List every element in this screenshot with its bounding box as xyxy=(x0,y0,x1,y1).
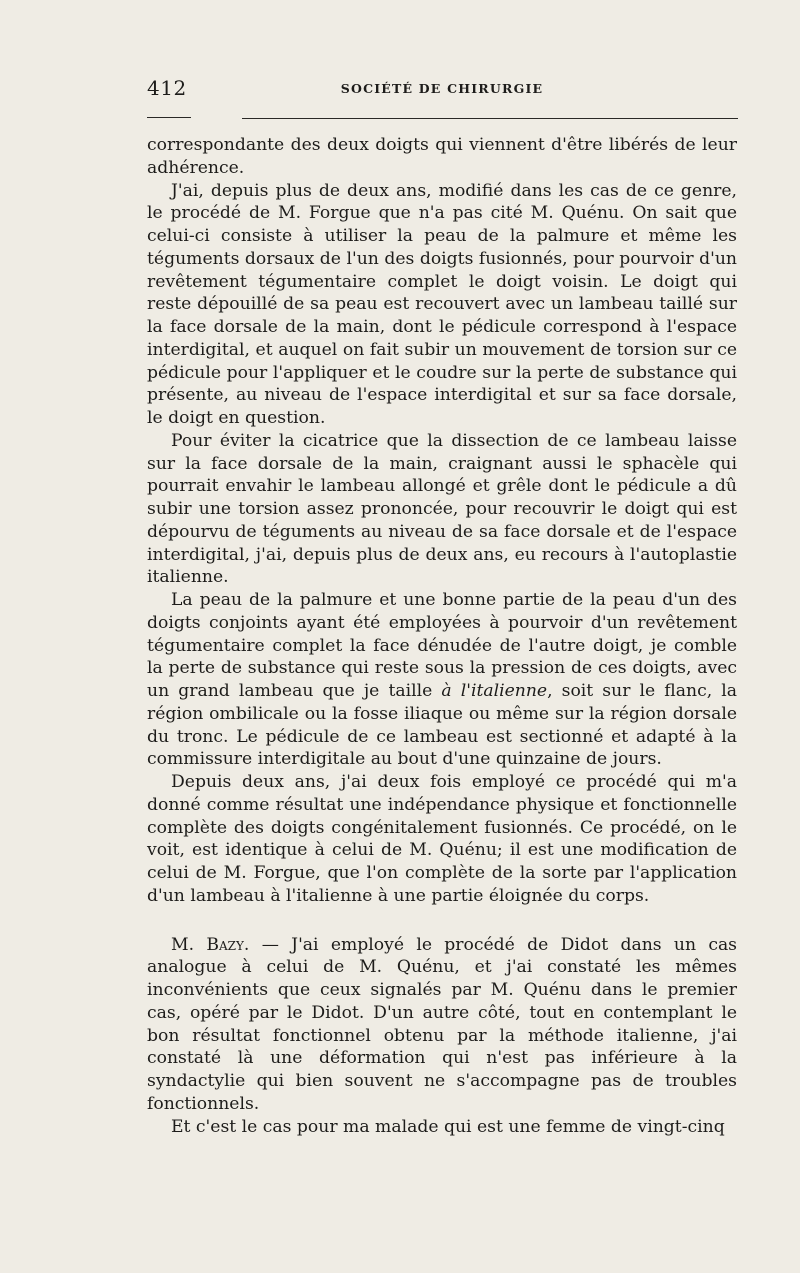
paragraph: Et c'est le cas pour ma malade qui est une femme de vingt-cinq xyxy=(171,1116,725,1137)
paragraph-text: — J'ai employé le procédé de Didot dans un cas analogue à celui de M. Quénu, et j'ai constaté les mêmes inconvénients que ceux signalés par M. Quénu dans le premier cas, opéré par le Didot. D'un autre côté, tout en contemplant le bon résultat fonctionnel obtenu par la méthode italienne, j'ai constaté là une déformation qui n'est pas inférieure à la syndactylie qui bien souvent ne s'accompagne pas de troubles fonctionnels. xyxy=(147,934,738,1114)
paragraph-continuation: correspondante des deux doigts qui viennent d'être libérés de leur adhérence. xyxy=(147,135,737,178)
page-header xyxy=(147,76,737,102)
paragraph: J'ai, depuis plus de deux ans, modifié dans les cas de ce genre, le procédé de M. Forgue que n'a pas cité M. Quénu. On sait que celui-ci consiste à utiliser la peau de la palmure et même les téguments dorsaux de l'un des doigts fusionnés, pour pourvoir d'un revêtement tégumentaire complet le doigt voisin. Le doigt qui reste dépouillé de sa peau est recouvert avec un lambeau taillé sur la face dorsale de la main, dont le pédicule correspond à l'espace interdigital, et auquel on fait subir un mouvement de torsion sur ce pédicule pour l'appliquer et le coudre sur la perte de substance qui présente, au niveau de l'espace interdigital et sur sa face dorsale, le doigt en question. xyxy=(147,180,737,428)
paragraph-text: La peau de la palmure et une bonne partie de la peau d'un des doigts conjoints ayant été employées à pourvoir d'un revêtement tégumentaire complet la face dénudée de l'autre doigt, je comble la perte de substance qui reste sous la pression de ces doigts, avec un grand lambeau que je taille xyxy=(147,590,737,701)
speaker-name: M. Bazy. xyxy=(171,934,250,955)
body-text xyxy=(147,134,737,1138)
paragraph: Depuis deux ans, j'ai deux fois employé ce procédé qui m'a donné comme résultat une indépendance physique et fonctionnelle complète des doigts congénitalement fusionnés. Ce procédé, on le voit, est identique à celui de M. Quénu; il est une modification de celui de M. Forgue, que l'on complète de la sorte par l'application d'un lambeau à l'italienne à une partie éloignée du corps. xyxy=(147,772,737,906)
page-number: 412 xyxy=(147,76,187,100)
header-rule xyxy=(242,118,738,119)
header-rule-short xyxy=(147,117,191,118)
paragraph-text: , soit sur le flanc, la région ombilicale ou la fosse iliaque ou même sur la région dorsale du tronc. Le pédicule de ce lambeau est sectionné et adapté à la commissure interdigitale au bout d'une quinzaine de jours. xyxy=(147,681,737,770)
paragraph xyxy=(147,589,737,771)
italic-term: à l'italienne xyxy=(441,681,548,701)
running-title: SOCIÉTÉ DE CHIRURGIE xyxy=(340,81,544,96)
speaker-paragraph xyxy=(147,934,737,1116)
paragraph: Pour éviter la cicatrice que la dissection de ce lambeau laisse sur la face dorsale de la main, craignant aussi le sphacèle qui pourrait envahir le lambeau allongé et grêle dont le pédicule a dû subir une torsion assez prononcée, pour recouvrir le doigt qui est dépourvu de téguments au niveau de sa face dorsale et de l'espace interdigital, j'ai, depuis plus de deux ans, eu recours à l'autoplastie italienne. xyxy=(147,430,737,588)
